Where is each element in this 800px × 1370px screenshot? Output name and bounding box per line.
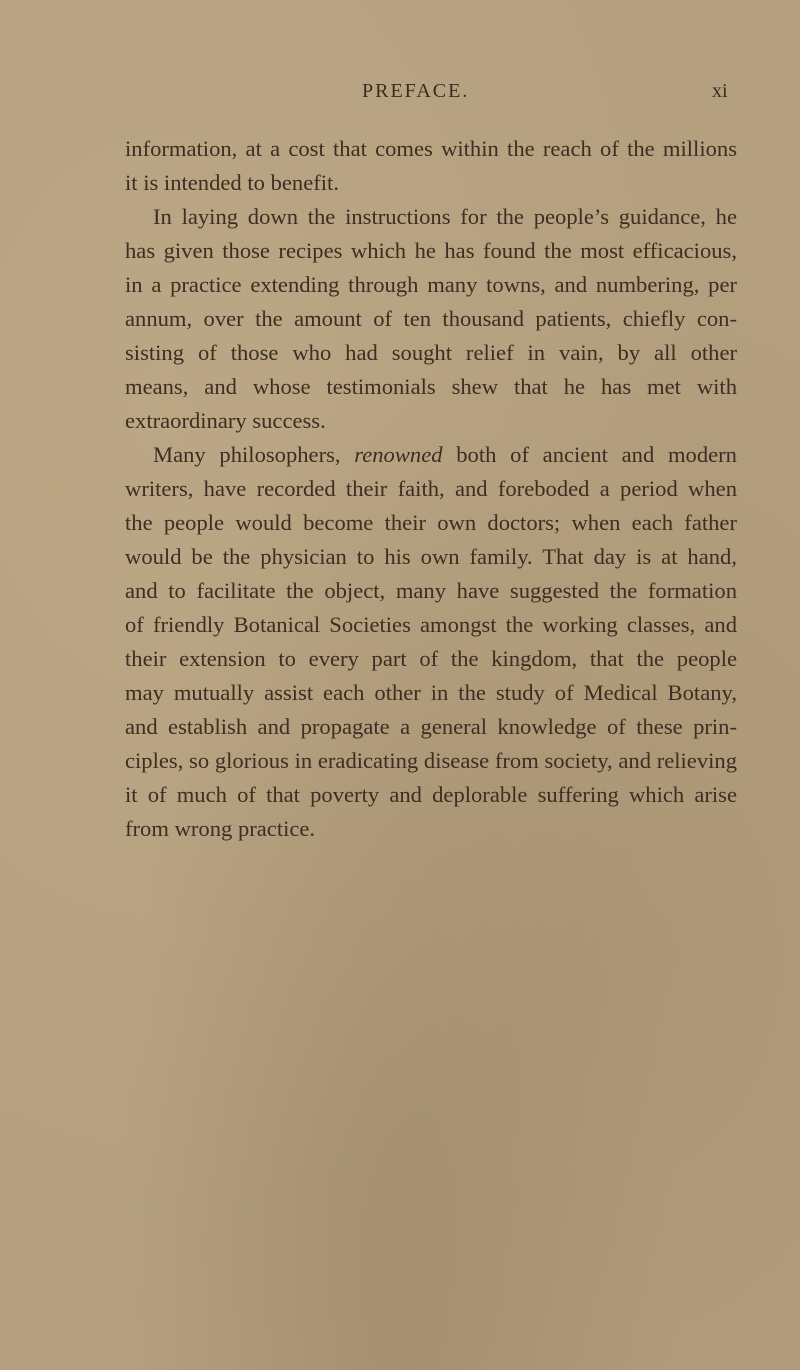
- text-line: In laying down the instructions for the people’s guidance, he: [153, 204, 737, 229]
- paragraph-3: [125, 438, 737, 846]
- text-line: annum, over the amount of ten thousand patients, chiefly con-: [125, 306, 737, 331]
- text-line: sisting of those who had sought relief in vain, by all other: [125, 340, 737, 365]
- paragraph-2: [125, 200, 737, 438]
- text-line: extraordinary success.: [125, 408, 326, 433]
- text-line: would be the physician to his own family. That day is at hand,: [125, 544, 737, 569]
- text-line: has given those recipes which he has found the most efficacious,: [125, 238, 737, 263]
- text-line: and to facilitate the object, many have suggested the formation: [125, 578, 737, 603]
- page-number: xi: [712, 80, 728, 102]
- text-line: information, at a cost that comes within the reach of the millions: [125, 136, 737, 161]
- text-line: [125, 438, 737, 472]
- text-line: the people would become their own doctors; when each father: [125, 510, 737, 535]
- text-line: ciples, so glorious in eradicating disease from society, and relieving: [125, 748, 737, 773]
- text-run: Many philosophers,: [153, 442, 355, 467]
- italic-word: renowned: [354, 442, 443, 467]
- text-line: writers, have recorded their faith, and foreboded a period when: [125, 476, 737, 501]
- page-header: [0, 80, 800, 110]
- text-line: it is intended to benefit.: [125, 170, 339, 195]
- text-line: may mutually assist each other in the study of Medical Botany,: [125, 680, 737, 705]
- text-line: of friendly Botanical Societies amongst the working classes, and: [125, 612, 737, 637]
- text-line: in a practice extending through many towns, and numbering, per: [125, 272, 737, 297]
- text-line: it of much of that poverty and deplorable suffering which arise: [125, 782, 737, 807]
- running-title: PREFACE.: [362, 80, 470, 102]
- text-line: from wrong practice.: [125, 816, 316, 841]
- text-run: both of ancient and modern: [442, 442, 737, 467]
- text-line: their extension to every part of the kingdom, that the people: [125, 646, 737, 671]
- body-text: [125, 132, 737, 846]
- text-line: means, and whose testimonials shew that he has met with: [125, 374, 737, 399]
- text-line: and establish and propagate a general knowledge of these prin-: [125, 714, 737, 739]
- paragraph-1: [125, 132, 737, 200]
